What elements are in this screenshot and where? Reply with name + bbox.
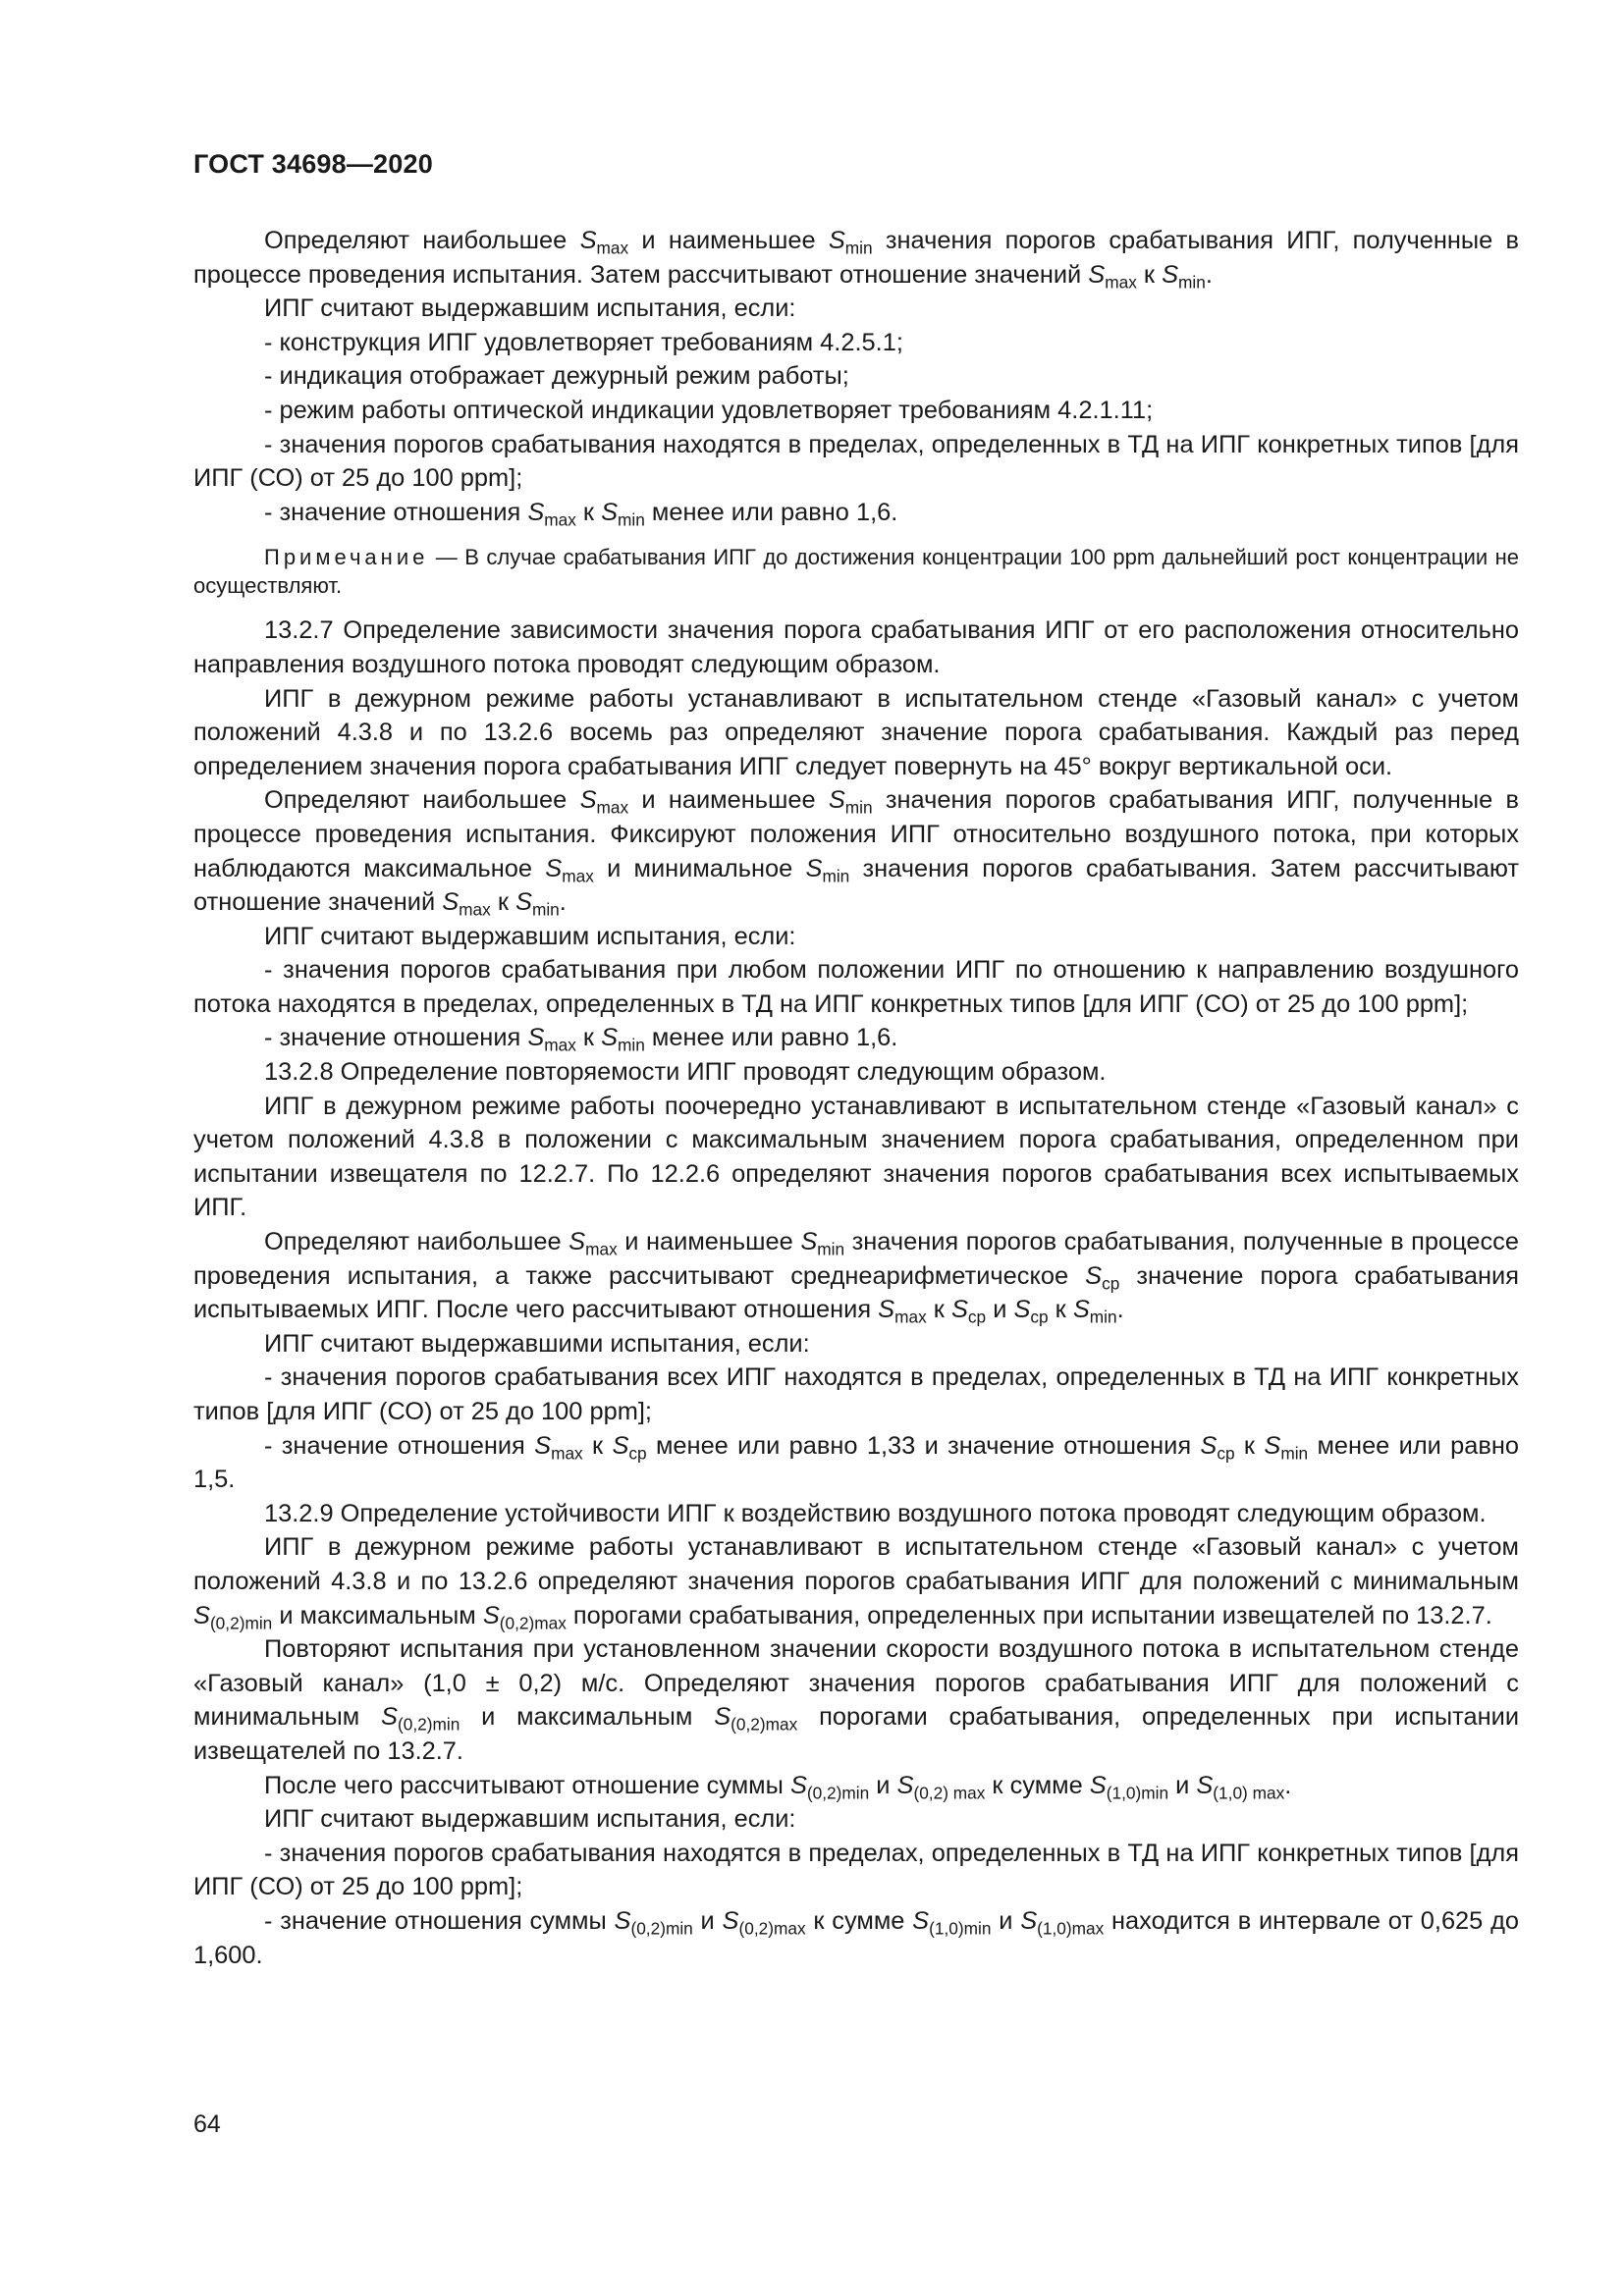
paragraph: Определяют наибольшее $S_{max}$ и наименьшее $S_{min}$ значения порогов срабатывания ИПГ, полученные в процессе проведения испытания. Фиксируют положения ИПГ относительно воздушного потока, при которых наблюдаются максимальное $S_{max}$ и минимальное $S_{min}$ значения порогов срабатывания. Затем рассчитывают отношение значений $S_{max}$ к $S_{min}$. — [193, 786, 1520, 920]
paragraph: Определяют наибольшее $S_{max}$ и наименьшее $S_{min}$ значения порогов срабатывания ИПГ, полученные в процессе проведения испытания. Затем рассчитывают отношение значений $S_{max}$ к $S_{min}$. — [193, 227, 1519, 293]
section-paragraph: 13.2.8 Определение повторяемости ИПГ проводят следующим образом. — [264, 1058, 1107, 1087]
list-item: - конструкция ИПГ удовлетворяет требованиям 4.2.5.1; — [264, 328, 903, 356]
list-item: - значение отношения $S_{max}$ к $S_{min}$ менее или равно 1,6. — [264, 1024, 898, 1055]
paragraph: ИПГ считают выдержавшим испытания, если: — [264, 922, 796, 950]
paragraph: ИПГ в дежурном режиме работы устанавливают в испытательном стенде «Газовый канал» с учетом положений 4.3.8 и по 13.2.6 определяют значения порогов срабатывания ИПГ для положений с минимальным $S_{(0,2)min}$ и максимальным $S_{(0,2)max}$ порогами срабатывания, определенных при испытании извещателей по 13.2.7. — [193, 1533, 1519, 1633]
paragraph: ИПГ считают выдержавшими испытания, если: — [264, 1329, 810, 1358]
list-item: - значение отношения суммы $S_{(0,2)min}$ и $S_{(0,2)max}$ к сумме $S_{(1,0)min}$ и $S_{(1,0)max}$ находится в интервале от 0,625 до 1,600. — [193, 1906, 1520, 1969]
list-item: - индикация отображает дежурный режим работы; — [264, 362, 849, 391]
paragraph: После чего рассчитывают отношение суммы $S_{(0,2)min}$ и $S_{(0,2) max}$ к сумме $S_{(1,0)min}$ и $S_{(1,0) max}$. — [264, 1771, 1292, 1803]
paragraph: Повторяют испытания при установленном значении скорости воздушного потока в испытательном стенде «Газовый канал» (1,0 ± 0,2) м/с. Определяют значения порогов срабатывания ИПГ для положений с минимальным $S_{(0,2)min}$ и максимальным $S_{(0,2)max}$ порогами срабатывания, определенных при испытании извещателей по 13.2.7. — [193, 1635, 1520, 1765]
list-item: - значение отношения $S_{max}$ к $S_{min}$ менее или равно 1,6. — [264, 498, 898, 530]
paragraph: ИПГ в дежурном режиме работы поочередно устанавливают в испытательном стенде «Газовый канал» с учетом положений 4.3.8 в положении с максимальным значением порога срабатывания, определенном при испытании извещателя по 12.2.7. По 12.2.6 определяют значения порогов срабатывания всех испытываемых ИПГ. — [193, 1092, 1519, 1222]
note — [193, 543, 1519, 600]
section-paragraph: 13.2.7 Определение зависимости значения порога срабатывания ИПГ от его расположения относительно направления воздушного потока проводят следующим образом. — [193, 616, 1519, 678]
paragraph: Определяют наибольшее $S_{max}$ и наименьшее $S_{min}$ значения порогов срабатывания, полученные в процессе проведения испытания, а также рассчитывают среднеарифметическое $S_{ср}$ значение порога срабатывания испытываемых ИПГ. После чего рассчитывают отношения $S_{max}$ к $S_{ср}$ и $S_{ср}$ к $S_{min}$. — [193, 1228, 1519, 1327]
document-body — [193, 224, 1519, 1972]
list-item: - режим работы оптической индикации удовлетворяет требованиям 4.2.1.11; — [264, 396, 1154, 424]
section-paragraph: 13.2.9 Определение устойчивости ИПГ к воздействию воздушного потока проводят следующим образом. — [264, 1499, 1487, 1527]
document-header: ГОСТ 34698—2020 — [193, 149, 433, 179]
list-item: - значения порогов срабатывания при любом положении ИПГ по отношению к направлению воздушного потока находятся в пределах, определенных в ТД на ИПГ конкретных типов [для ИПГ (СО) от 25 до 100 ppm]; — [193, 956, 1519, 1018]
page-number: 64 — [193, 2110, 221, 2138]
paragraph: ИПГ считают выдержавшим испытания, если: — [264, 294, 796, 323]
list-item: - значения порогов срабатывания находятся в пределах, определенных в ТД на ИПГ конкретных типов [для ИПГ (СО) от 25 до 100 ppm]; — [193, 1839, 1519, 1901]
paragraph: ИПГ в дежурном режиме работы устанавливают в испытательном стенде «Газовый канал» с учетом положений 4.3.8 и по 13.2.6 восемь раз определяют значение порога срабатывания. Каждый раз перед определением значения порога срабатывания ИПГ следует повернуть на 45° вокруг вертикальной оси. — [193, 684, 1519, 780]
note-text: — В случае срабатывания ИПГ до достижения концентрации 100 ppm дальнейший рост концентрации не осуществляют. — [193, 545, 1519, 599]
paragraph: ИПГ считают выдержавшим испытания, если: — [264, 1805, 796, 1834]
list-item: - значения порогов срабатывания находятся в пределах, определенных в ТД на ИПГ конкретных типов [для ИПГ (СО) от 25 до 100 ppm]; — [193, 430, 1519, 493]
note-label: Примечание — [264, 545, 429, 570]
list-item: - значения порогов срабатывания всех ИПГ находятся в пределах, определенных в ТД на ИПГ конкретных типов [для ИПГ (СО) от 25 до 100 ppm]; — [193, 1363, 1519, 1425]
list-item: - значение отношения $S_{max}$ к $S_{ср}$ менее или равно 1,33 и значение отношения $S_{ср}$ к $S_{min}$ менее или равно 1,5. — [193, 1431, 1520, 1494]
